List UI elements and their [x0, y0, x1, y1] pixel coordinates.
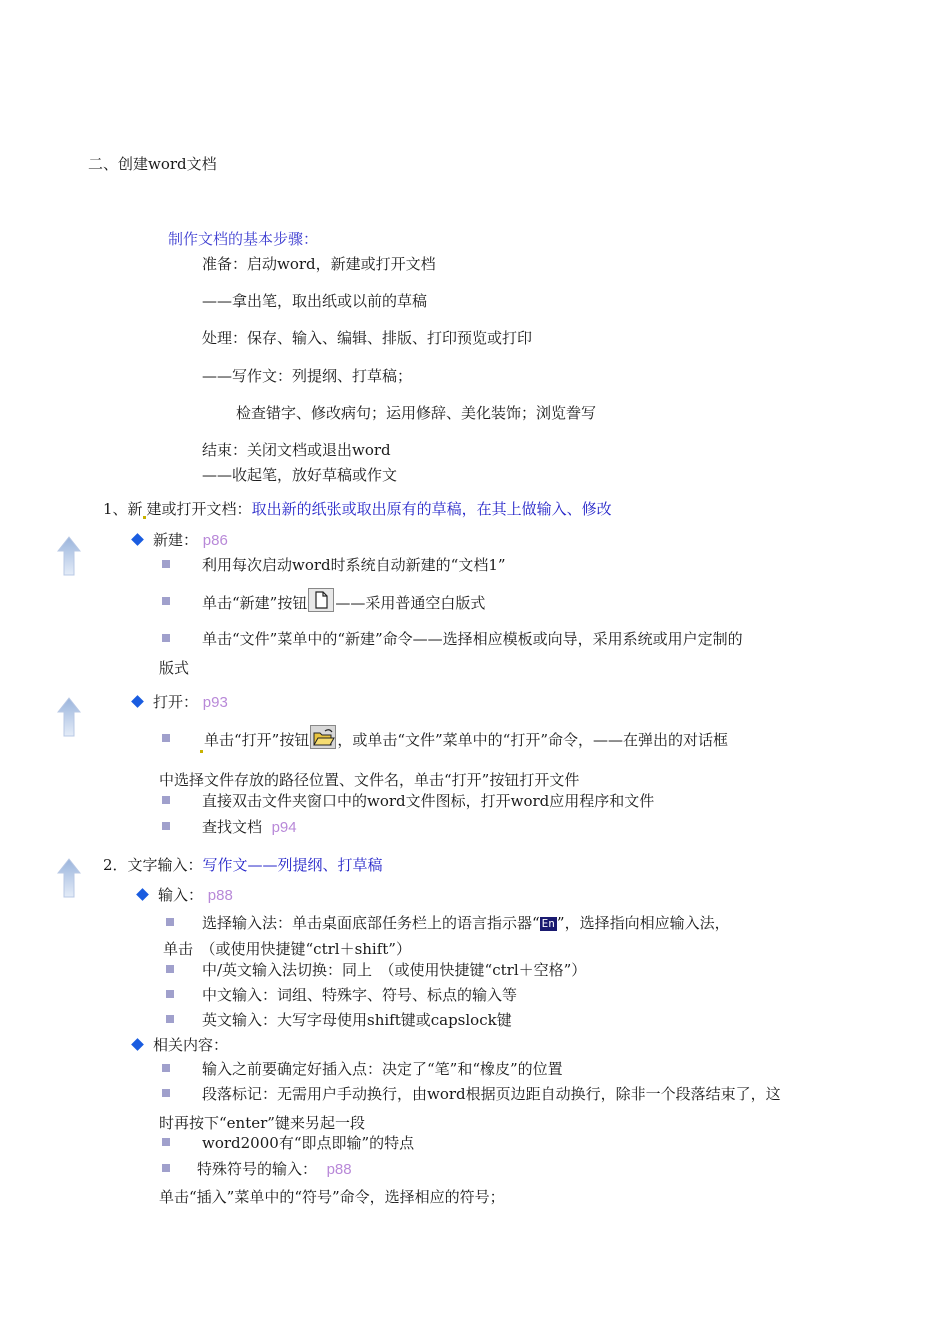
new-bullet-3-cont: 版式: [159, 659, 190, 677]
language-indicator[interactable]: En: [541, 917, 555, 930]
related-bullet-2-cont: 时再按下“enter”键来另起一段: [159, 1114, 365, 1132]
item1-desc: 取出新的纸张或取出原有的草稿，在其上做输入、修改: [251, 500, 612, 518]
related-bullet-1: 输入之前要确定好插入点：决定了“笔”和“橡皮”的位置: [202, 1060, 563, 1078]
open-folder-button[interactable]: [310, 725, 336, 749]
input-bullet-1-cont: 单击 （或使用快捷键“ctrl＋shift”）: [163, 940, 411, 958]
open-bullet-3-text: 查找文档: [202, 818, 263, 836]
open-section-heading: [153, 692, 228, 713]
related-bullet-4: [197, 1159, 352, 1180]
diamond-bullet-icon: [136, 888, 149, 901]
open-bullet-1-cont: 中选择文件存放的路径位置、文件名，单击“打开”按钮打开文件: [159, 771, 580, 789]
related-bullet-4-cont: 单击“插入”菜单中的“符号”命令，选择相应的符号；: [159, 1188, 505, 1206]
square-bullet-icon: [162, 1138, 170, 1146]
diamond-bullet-icon: [131, 533, 144, 546]
up-arrow-icon: [57, 858, 81, 898]
square-bullet-icon: [162, 1089, 170, 1097]
step-line: 处理：保存、输入、编辑、排版、打印预览或打印: [202, 329, 533, 347]
open-section-title: 打开：: [153, 693, 199, 711]
item2-desc: 写作文——列提纲、打草稿: [202, 856, 383, 874]
input-section-title: 输入：: [158, 886, 204, 904]
up-arrow-icon: [57, 536, 81, 576]
related-bullet-2: 段落标记：无需用户手动换行，由word根据页边距自动换行，除非一个段落结束了，这: [202, 1085, 781, 1103]
steps-heading: 制作文档的基本步骤：: [168, 230, 319, 248]
new-bullet-3: 单击“文件”菜单中的“新建”命令——选择相应模板或向导，采用系统或用户定制的: [202, 630, 743, 648]
open-bullet-1: [200, 729, 728, 753]
up-arrow-icon: [57, 697, 81, 737]
item2-heading: [103, 855, 383, 875]
square-bullet-icon: [162, 560, 170, 568]
page-ref: p88: [207, 887, 233, 904]
square-bullet-icon: [162, 597, 170, 605]
open-bullet-2: 直接双击文件夹窗口中的word文件图标，打开word应用程序和文件: [202, 792, 655, 810]
open-folder-icon: [311, 726, 335, 748]
new-section-title: 新建：: [153, 531, 199, 549]
diamond-bullet-icon: [131, 1038, 144, 1051]
input-bullet-1-text: 选择输入法：单击桌面底部任务栏上的语言指示器“: [202, 914, 540, 932]
input-bullet-4: 英文输入：大写字母使用shift键或capslock键: [202, 1011, 512, 1029]
square-bullet-icon: [162, 822, 170, 830]
step-line: 准备：启动word，新建或打开文档: [202, 255, 436, 273]
item1-label: 1、新: [103, 500, 143, 518]
input-section-heading: [158, 885, 233, 906]
new-section-heading: [153, 530, 228, 551]
new-document-icon: [309, 589, 333, 611]
new-bullet-2-text: 单击“新建”按钮: [202, 594, 308, 612]
square-bullet-icon: [162, 796, 170, 804]
square-bullet-icon: [166, 1015, 174, 1023]
new-document-button[interactable]: [308, 588, 334, 612]
related-bullet-4-text: 特殊符号的输入：: [197, 1160, 318, 1178]
diamond-bullet-icon: [131, 695, 144, 708]
page-ref: p88: [326, 1161, 352, 1178]
new-bullet-2-rest: ——采用普通空白版式: [335, 594, 486, 612]
new-bullet-1: 利用每次启动word时系统自动新建的“文档1”: [202, 556, 506, 574]
item1-label-rest: 建或打开文档：: [146, 500, 252, 518]
item2-label: 2．文字输入：: [103, 856, 203, 874]
step-line: 检查错字、修改病句；运用修辞、美化装饰；浏览誊写: [236, 404, 597, 422]
input-bullet-1-rest: ”，选择指向相应输入法，: [556, 914, 730, 932]
section-title: 二、创建word文档: [88, 155, 217, 173]
open-bullet-3: [202, 817, 297, 838]
item1-heading: [103, 499, 612, 519]
input-bullet-2: 中/英文输入法切换：同上 （或使用快捷键“ctrl＋空格”）: [202, 961, 587, 979]
square-bullet-icon: [162, 634, 170, 642]
page-ref: p94: [271, 819, 297, 836]
page-ref: p93: [202, 694, 228, 711]
new-bullet-2: [202, 592, 485, 616]
step-line: ——写作文：列提纲、打草稿；: [202, 367, 413, 385]
marker-dot: [143, 516, 146, 519]
input-bullet-1: [202, 913, 730, 933]
open-bullet-1-rest: ，或单击“文件”菜单中的“打开”命令，——在弹出的对话框: [337, 731, 729, 749]
open-bullet-1-text: 单击“打开”按钮: [204, 731, 310, 749]
related-section-title: 相关内容：: [153, 1036, 229, 1054]
step-line: 结束：关闭文档或退出word: [202, 441, 391, 459]
input-bullet-3: 中文输入：词组、特殊字、符号、标点的输入等: [202, 986, 518, 1004]
square-bullet-icon: [162, 1064, 170, 1072]
square-bullet-icon: [162, 734, 170, 742]
related-bullet-3: word2000有“即点即输”的特点: [202, 1134, 415, 1152]
marker-dot: [200, 750, 203, 753]
square-bullet-icon: [166, 918, 174, 926]
square-bullet-icon: [166, 990, 174, 998]
step-line: ——收起笔，放好草稿或作文: [202, 466, 398, 484]
page-ref: p86: [202, 532, 228, 549]
square-bullet-icon: [166, 965, 174, 973]
step-line: ——拿出笔，取出纸或以前的草稿: [202, 292, 428, 310]
square-bullet-icon: [162, 1164, 170, 1172]
